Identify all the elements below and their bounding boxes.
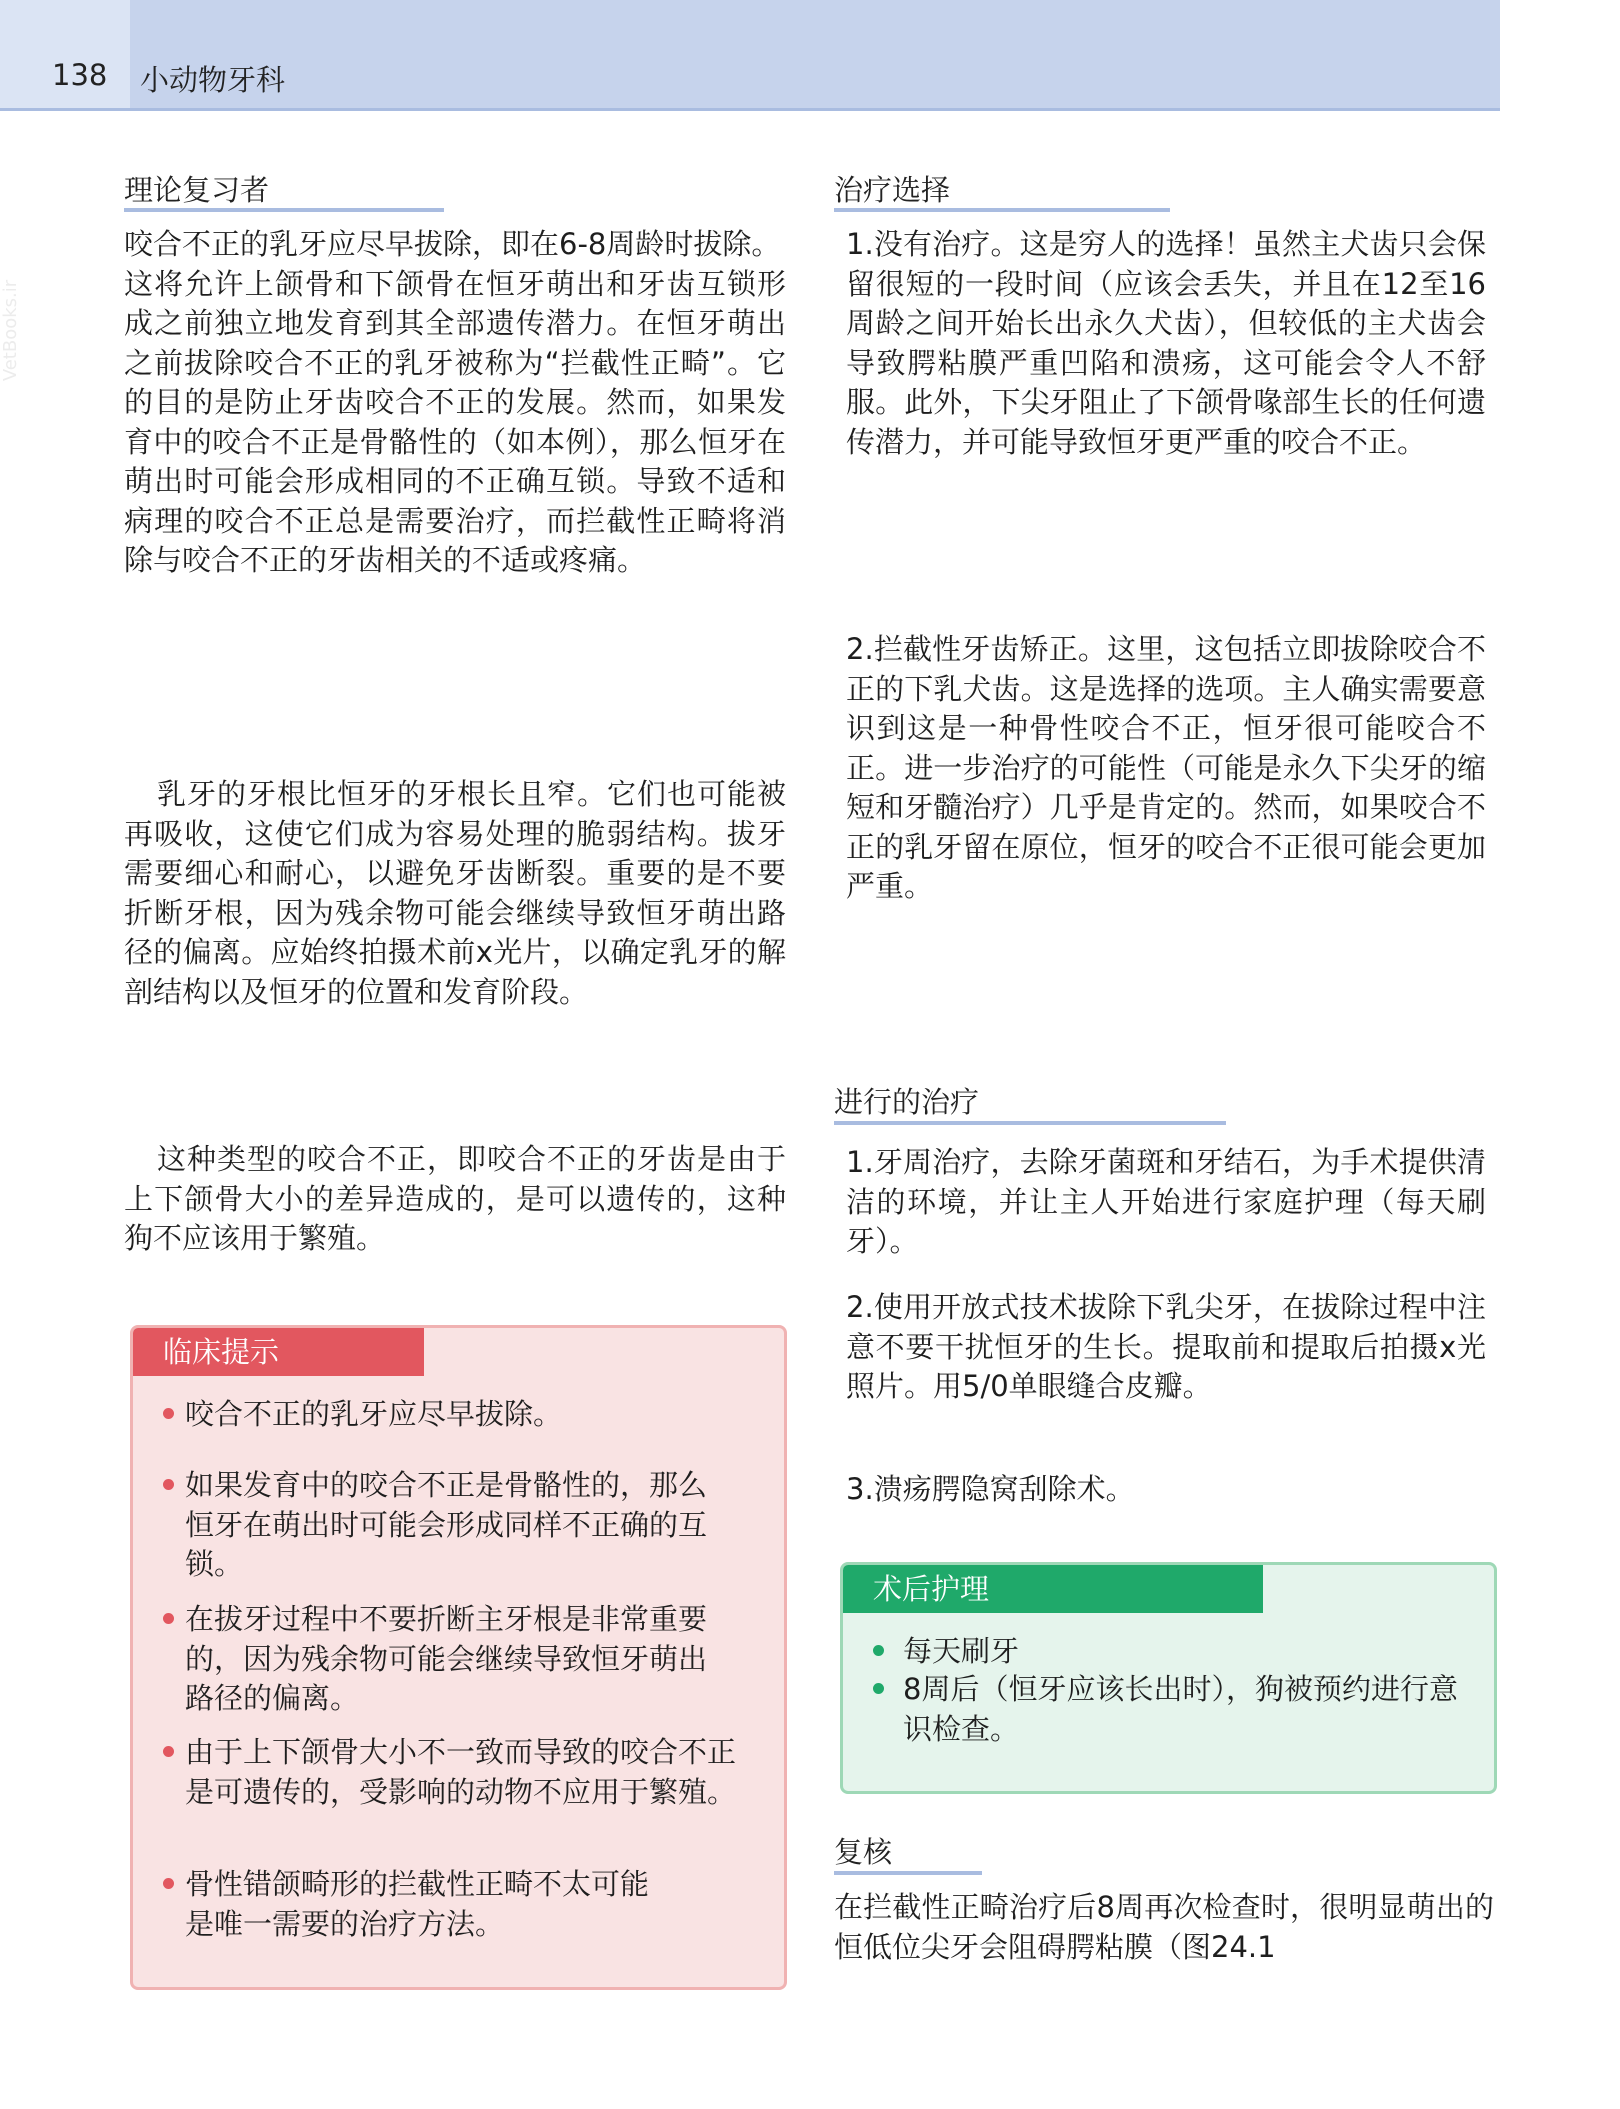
review-paragraph-1: 咬合不正的乳牙应尽早拔除，即在6-8周龄时拔除。 — [124, 227, 781, 261]
performed-step-1: 1.牙周治疗，去除牙菌斑和牙结石，为手术提供清洁的环境，并让主人开始进行家庭护理（每天刷牙）。 — [846, 1145, 1486, 1258]
heredity-paragraph — [124, 1140, 786, 1259]
post-op-text: 每天刷牙 — [903, 1634, 1020, 1668]
clinical-tip-text: 如果发育中的咬合不正是骨骼性的，那么恒牙在萌出时可能会形成同样不正确的互锁。 — [185, 1468, 708, 1581]
review-check-underline — [834, 1871, 982, 1875]
clinical-tips-title: 临床提示 — [133, 1328, 424, 1376]
clinical-tip-item — [163, 1865, 663, 1944]
roots-paragraph — [124, 775, 786, 1012]
clinical-tip-item — [163, 1395, 763, 1435]
treatment-options-heading: 治疗选择 — [834, 173, 951, 207]
treatment-option-1: 1.没有治疗。这是穷人的选择！虽然主犬齿只会保留很短的一段时间（应该会丢失，并且在12至16周龄之间开始长出永久犬齿），但较低的主犬齿会导致腭粘膜严重凹陷和溃疡，这可能会令人不舒服。此外，下尖牙阻止了下颌骨喙部生长的任何遗传潜力，并可能导致恒牙更严重的咬合不正。 — [846, 227, 1486, 459]
bullet-icon — [163, 1408, 174, 1419]
review-paragraph-2: 这将允许上颌骨和下颌骨在恒牙萌出和牙齿互锁形成之前独立地发育到其全部遗传潜力。在恒牙萌出之前拔除咬合不正的乳牙被称为“拦截性正畸”。它的目的是防止牙齿咬合不正的发展。然而，如果发育中的咬合不正是骨骼性的（如本例），那么恒牙在萌出时可能会形成相同的不正确互锁。导致不适和病理的咬合不正总是需要治疗，而拦截性正畸将消除与咬合不正的牙齿相关的不适或疼痛。 — [124, 266, 786, 577]
clinical-tip-text: 由于上下颌骨大小不一致而导致的咬合不正是可遗传的，受影响的动物不应用于繁殖。 — [185, 1735, 737, 1809]
clinical-tip-item — [163, 1466, 733, 1585]
heredity-text: 这种类型的咬合不正，即咬合不正的牙齿是由于上下颌骨大小的差异造成的，是可以遗传的，这种狗不应该用于繁殖。 — [124, 1142, 786, 1255]
post-op-item — [873, 1670, 1473, 1749]
roots-text: 乳牙的牙根比恒牙的牙根长且窄。它们也可能被再吸收，这使它们成为容易处理的脆弱结构。拔牙需要细心和耐心，以避免牙齿断裂。重要的是不要折断牙根，因为残余物可能会继续导致恒牙萌出路径的偏离。应始终拍摄术前x光片，以确定乳牙的解剖结构以及恒牙的位置和发育阶段。 — [124, 777, 786, 1009]
bullet-icon — [163, 1878, 174, 1889]
review-heading-underline — [124, 208, 444, 212]
watermark: VetBooks.ir — [0, 279, 22, 382]
running-title: 小动物牙科 — [140, 63, 286, 97]
post-op-care-box — [840, 1562, 1497, 1794]
review-check-text: 在拦截性正畸治疗后8周再次检查时，很明显萌出的恒低位尖牙会阻碍腭粘膜（图24.1 — [834, 1890, 1494, 1964]
performed-treatment-heading: 进行的治疗 — [834, 1085, 980, 1119]
review-text — [124, 225, 786, 581]
post-op-item — [873, 1632, 1473, 1672]
clinical-tip-text: 咬合不正的乳牙应尽早拔除。 — [185, 1397, 563, 1431]
bullet-icon — [163, 1479, 174, 1490]
bullet-icon — [873, 1645, 884, 1656]
clinical-tip-text: 在拔牙过程中不要折断主牙根是非常重要的，因为残余物可能会继续导致恒牙萌出路径的偏离。 — [185, 1602, 708, 1715]
treatment-option-2: 2.拦截性牙齿矫正。这里，这包括立即拔除咬合不正的下乳犬齿。这是选择的选项。主人确实需要意识到这是一种骨性咬合不正，恒牙很可能咬合不正。进一步治疗的可能性（可能是永久下尖牙的缩短和牙髓治疗）几乎是肯定的。然而，如果咬合不正的乳牙留在原位，恒牙的咬合不正很可能会更加严重。 — [846, 632, 1486, 903]
bullet-icon — [163, 1746, 174, 1757]
clinical-tips-box — [130, 1325, 787, 1990]
treatment-options-underline — [834, 208, 1170, 212]
performed-step-3: 3.溃疡腭隐窝刮除术。 — [846, 1472, 1135, 1506]
post-op-text: 8周后（恒牙应该长出时），狗被预约进行意识检查。 — [903, 1672, 1458, 1746]
clinical-tip-item — [163, 1733, 763, 1812]
performed-step-2: 2.使用开放式技术拔除下乳尖牙，在拔除过程中注意不要干扰恒牙的生长。提取前和提取后拍摄x光照片。用5/0单眼缝合皮瓣。 — [846, 1290, 1486, 1403]
post-op-care-title: 术后护理 — [843, 1565, 1263, 1613]
review-check-heading: 复核 — [834, 1835, 893, 1869]
performed-treatment-underline — [834, 1121, 1226, 1125]
page-number: 138 — [52, 58, 108, 92]
clinical-tip-item — [163, 1600, 733, 1719]
clinical-tip-text: 骨性错颌畸形的拦截性正畸不太可能是唯一需要的治疗方法。 — [185, 1867, 650, 1941]
bullet-icon — [873, 1683, 884, 1694]
review-heading: 理论复习者 — [124, 173, 270, 207]
bullet-icon — [163, 1613, 174, 1624]
